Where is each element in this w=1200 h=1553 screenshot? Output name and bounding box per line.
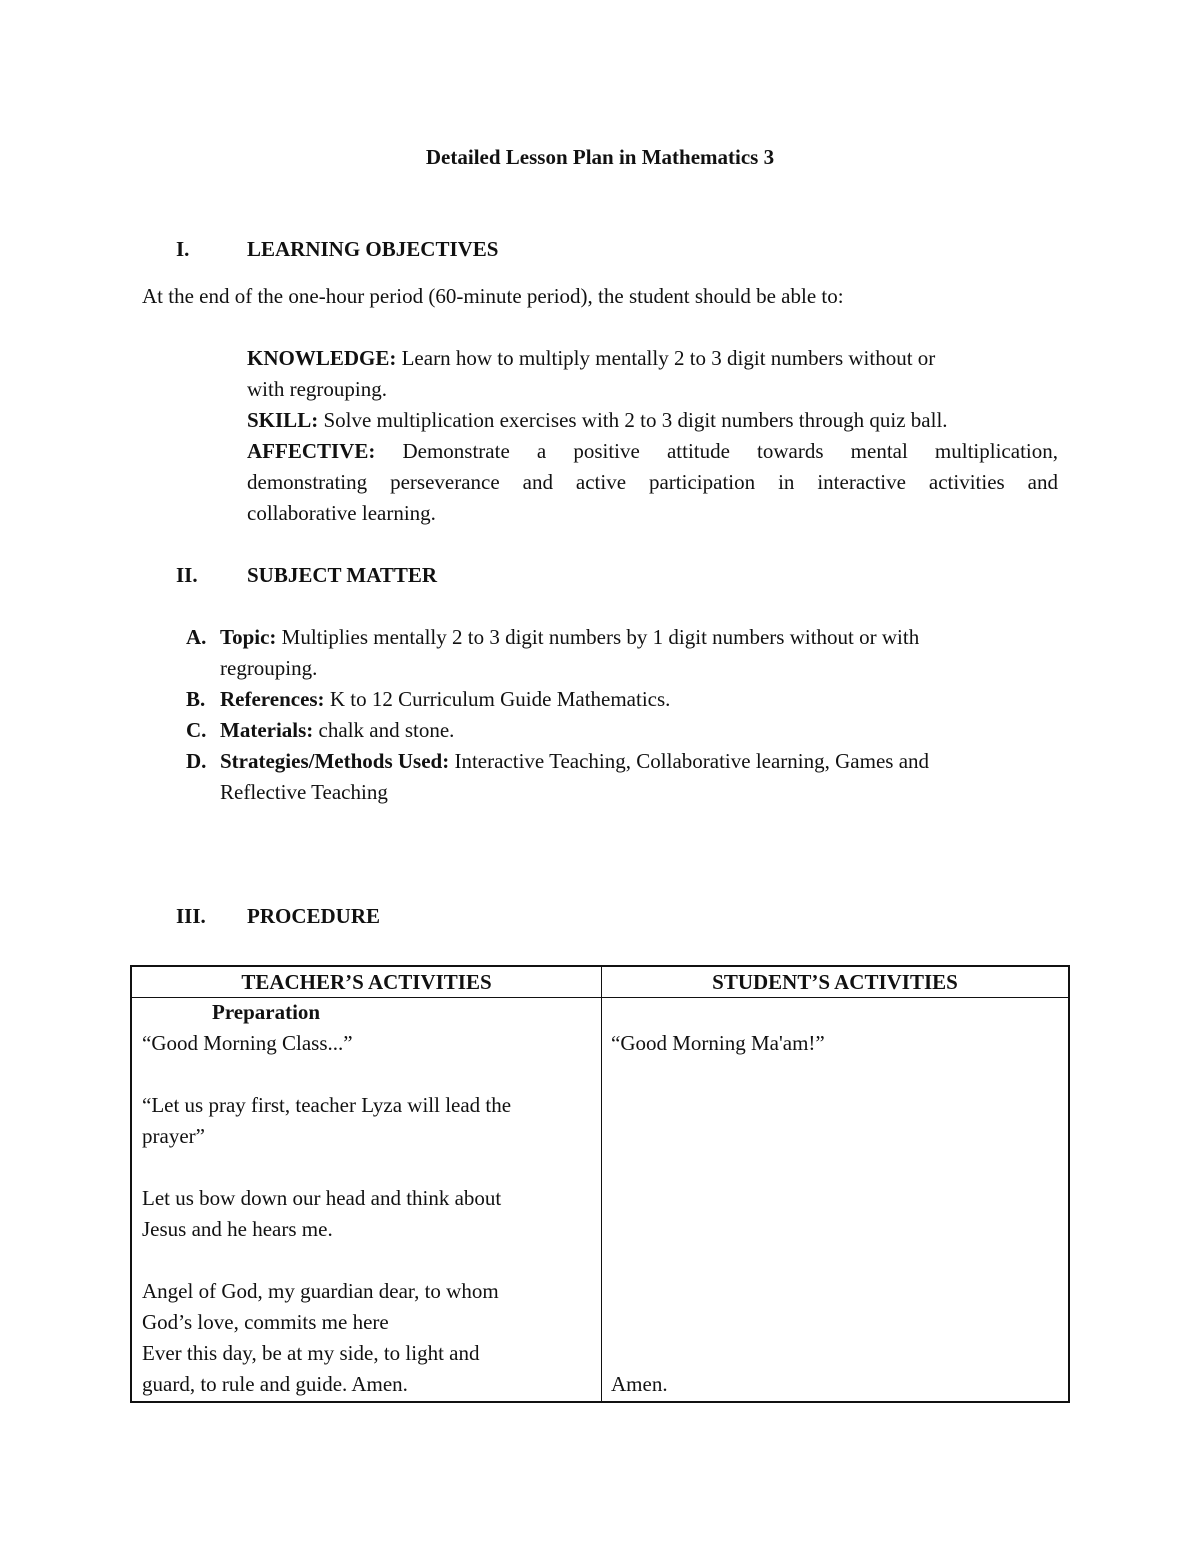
topic-text: Multiplies mentally 2 to 3 digit numbers by 1 digit numbers without or with	[281, 625, 920, 649]
affective-text-end: collaborative learning.	[247, 501, 436, 525]
references-item	[220, 684, 670, 715]
topic-label: Topic:	[220, 625, 277, 649]
objectives-intro: At the end of the one-hour period (60-minute period), the student should be able to:	[142, 284, 844, 308]
materials-label: Materials:	[220, 718, 314, 742]
skill-text: Solve multiplication exercises with 2 to 3 digit numbers through quiz ball.	[323, 408, 948, 432]
section-3-heading: PROCEDURE	[247, 904, 381, 928]
teacher-line: Angel of God, my guardian dear, to whom	[142, 1279, 499, 1303]
item-a-letter: A.	[186, 625, 207, 649]
column-divider	[601, 967, 602, 1401]
teacher-line: Ever this day, be at my side, to light and	[142, 1341, 480, 1365]
item-b-letter: B.	[186, 687, 206, 711]
section-1-heading: LEARNING OBJECTIVES	[247, 237, 499, 261]
teacher-line: guard, to rule and guide. Amen.	[142, 1372, 408, 1396]
teacher-line: “Let us pray first, teacher Lyza will lead the	[142, 1093, 512, 1117]
references-text: K to 12 Curriculum Guide Mathematics.	[329, 687, 671, 711]
knowledge-label: KNOWLEDGE:	[247, 346, 397, 370]
affective-text-cont: demonstrating perseverance and active participation in interactive activities and	[247, 470, 1058, 494]
teacher-activities-header: TEACHER’S ACTIVITIES	[241, 970, 492, 994]
section-1-numeral: I.	[176, 237, 190, 261]
page-title: Detailed Lesson Plan in Mathematics 3	[425, 145, 775, 169]
teacher-line: Jesus and he hears me.	[142, 1217, 333, 1241]
student-line: “Good Morning Ma'am!”	[611, 1031, 825, 1055]
skill-objective	[247, 405, 948, 436]
teacher-line: “Good Morning Class...”	[142, 1031, 353, 1055]
teacher-line: Let us bow down our head and think about	[142, 1186, 502, 1210]
teacher-line: God’s love, commits me here	[142, 1310, 389, 1334]
teacher-line: prayer”	[142, 1124, 205, 1148]
materials-text: chalk and stone.	[318, 718, 455, 742]
strategies-label: Strategies/Methods Used:	[220, 749, 450, 773]
strategies-item	[220, 746, 929, 777]
item-d-letter: D.	[186, 749, 207, 773]
topic-text-cont: regrouping.	[220, 656, 318, 680]
knowledge-text: Learn how to multiply mentally 2 to 3 digit numbers without or	[401, 346, 936, 370]
knowledge-text-cont: with regrouping.	[247, 377, 387, 401]
strategies-text-cont: Reflective Teaching	[220, 780, 388, 804]
section-2-numeral: II.	[176, 563, 198, 587]
section-3-numeral: III.	[176, 904, 206, 928]
affective-label: AFFECTIVE:	[247, 439, 376, 463]
strategies-text: Interactive Teaching, Collaborative learning, Games and	[454, 749, 930, 773]
procedure-table	[130, 965, 1070, 1403]
student-line: Amen.	[611, 1372, 668, 1396]
references-label: References:	[220, 687, 325, 711]
item-c-letter: C.	[186, 718, 207, 742]
preparation-heading: Preparation	[212, 1000, 321, 1024]
affective-text: Demonstrate a positive attitude towards mental multiplication,	[402, 439, 1058, 463]
affective-objective	[247, 436, 1058, 467]
materials-item	[220, 715, 454, 746]
topic-item	[220, 622, 919, 653]
skill-label: SKILL:	[247, 408, 319, 432]
knowledge-objective	[247, 343, 935, 374]
student-activities-header: STUDENT’S ACTIVITIES	[712, 970, 958, 994]
section-2-heading: SUBJECT MATTER	[247, 563, 438, 587]
